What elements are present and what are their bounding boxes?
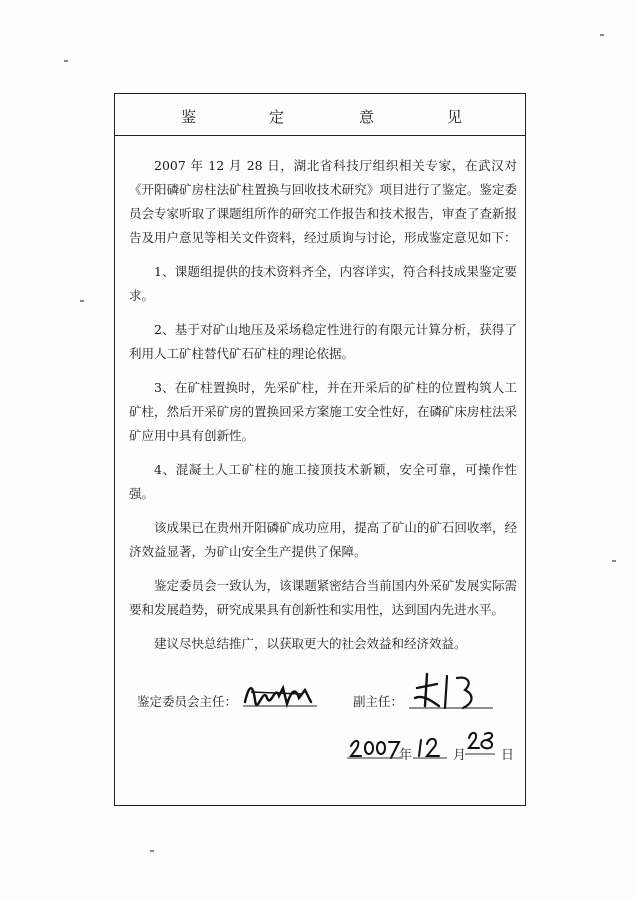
title-char-2: 定 <box>269 108 285 126</box>
handwritten-day <box>465 728 501 758</box>
opinion-body <box>129 154 517 666</box>
vice-signature <box>407 668 497 712</box>
vice-label: 副主任： <box>353 694 404 709</box>
scan-speck <box>150 850 154 852</box>
day-suffix: 日 <box>501 748 515 763</box>
scan-speck <box>600 34 604 36</box>
chair-label: 鉴定委员会主任： <box>137 694 238 709</box>
handwritten-month <box>413 734 449 760</box>
title-char-1: 鉴 <box>181 108 197 126</box>
appraisal-opinion-form <box>114 93 526 806</box>
handwritten-year <box>347 736 405 760</box>
paragraph-item-2: 2、基于对矿山地压及采场稳定性进行的有限元计算分析，获得了利用人工矿柱替代矿石矿柱的理论依据。 <box>129 322 517 361</box>
paragraph-item-4: 4、混凝土人工矿柱的施工接顶技术新颖，安全可靠，可操作性强。 <box>129 462 517 501</box>
title-char-4: 见 <box>447 108 463 126</box>
month-suffix: 月 <box>453 748 467 763</box>
scan-speck <box>612 560 616 562</box>
scan-speck <box>80 300 84 302</box>
title-row <box>115 94 525 136</box>
year-suffix: 年 <box>399 748 413 763</box>
paragraph-item-3: 3、在矿柱置换时，先采矿柱，并在开采后的矿柱的位置构筑人工矿柱，然后开采矿房的置换回采方案施工安全性好，在磷矿床房柱法采矿应用中具有创新性。 <box>129 380 517 443</box>
paragraph-conclusion: 鉴定委员会一致认为，该课题紧密结合当前国内外采矿发展实际需要和发展趋势，研究成果具有创新性和实用性，达到国内先进水平。 <box>129 578 517 617</box>
paragraph-application: 该成果已在贵州开阳磷矿成功应用，提高了矿山的矿石回收率，经济效益显著，为矿山安全生产提供了保障。 <box>129 520 517 559</box>
title-char-3: 意 <box>359 108 375 126</box>
paragraph-item-1: 1、课题组提供的技术资料齐全，内容详实，符合科技成果鉴定要求。 <box>129 264 517 303</box>
paragraph-recommendation: 建议尽快总结推广，以获取更大的社会效益和经济效益。 <box>154 636 467 651</box>
chair-signature <box>241 678 321 712</box>
paragraph-intro: 2007 年 12 月 28 日，湖北省科技厅组织相关专家，在武汉对《开阳磷矿房柱法矿柱置换与回收技术研究》项目进行了鉴定。鉴定委员会专家听取了课题组所作的研究工作报告和技术报告，审查了查新报告及用户意见等相关文件资料，经过质询与讨论，形成鉴定意见如下： <box>129 158 517 245</box>
scan-speck <box>64 60 68 62</box>
